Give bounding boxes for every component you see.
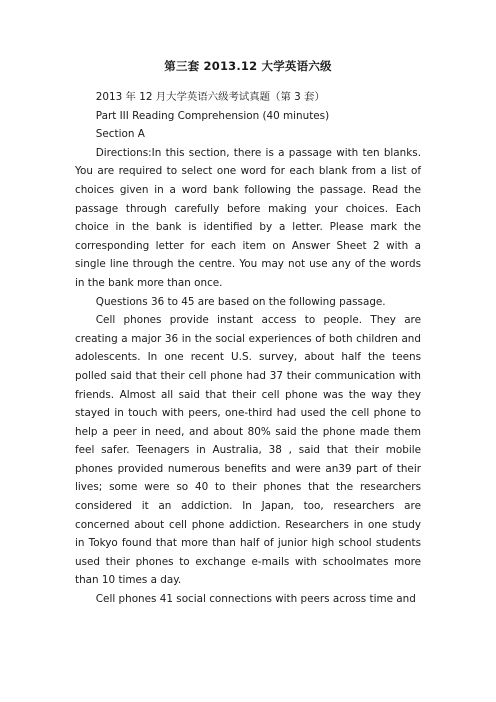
passage-paragraph-2: Cell phones 41 social connections with peers across time and	[95, 593, 416, 606]
questions-intro: Questions 36 to 45 are based on the following passage.	[95, 295, 386, 308]
directions-paragraph: Directions:In this section, there is a passage with ten blanks. You are required to select one word for each blank from a list of choices given in a word bank following the passage. Read the passage through carefully before making your choices. Each choice in the bank is identified by a letter. Please mark the corresponding letter for each item on Answer Sheet 2 with a single line through the centre. You may not use any of the words in the bank more than once.	[75, 146, 421, 289]
passage-paragraph-1: Cell phones provide instant access to people. They are creating a major 36 in the social experiences of both children and adolescents. In one recent U.S. survey, about half the teens polled said that their cell phone had 37 their communication with friends. Almost all said that their cell phone was the way they stayed in touch with peers, one-third had used the cell phone to help a peer in need, and about 80% said the phone made them feel safer. Teenagers in Australia, 38 , said that their mobile phones provided numerous benefits and were an39 part of their lives; some were so 40 to their phones that the researchers considered it an addiction. In Japan, too, researchers are concerned about cell phone addiction. Researchers in one study in Tokyo found that more than half of junior high school students used their phones to exchange e-mails with schoolmates more than 10 times a day.	[75, 314, 421, 587]
exam-subtitle: 2013 年 12 月大学英语六级考试真题（第 3 套）	[95, 91, 325, 103]
document-page	[75, 58, 421, 609]
document-title: 第三套 2013.12 大学英语六级	[164, 59, 332, 73]
part-heading: Part III Reading Comprehension (40 minutes)	[95, 109, 330, 122]
section-heading: Section A	[95, 128, 145, 141]
